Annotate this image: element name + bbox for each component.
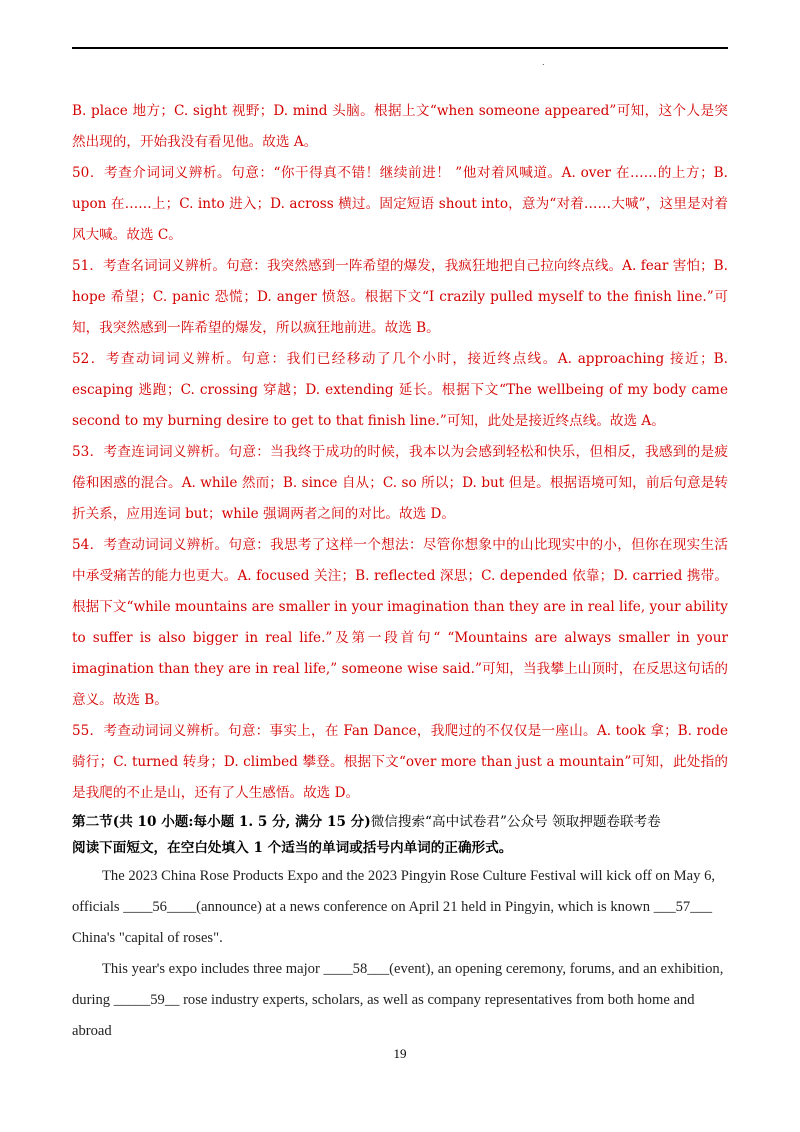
header-rule (72, 47, 728, 49)
passage-paragraph (72, 861, 728, 954)
passage-paragraph (72, 954, 728, 1047)
answer-52: 52．考查动词词义辨析。句意：我们已经移动了几个小时，接近终点线。A. approaching 接近；B. escaping 逃跑；C. crossing 穿越；D. extending 延长。根据下文“The wellbeing of my body came second to my burning desire to get to that finish line.”可知，此处是接近终点线。故选 A。 (72, 351, 728, 429)
section-instruction: 阅读下面短文，在空白处填入 1 个适当的单词或括号内单词的正确形式。 (72, 840, 513, 856)
answer-53: 53．考查连词词义辨析。句意：当我终于成功的时候，我本以为会感到轻松和快乐，但相反，我感到的是疲倦和困惑的混合。A. while 然而；B. since 自从；C. so 所以；D. but 但是。根据语境可知，前后句意是转折关系，应用连词 but；while 强调两者之间的对比。故选 D。 (72, 444, 728, 522)
passage-paragraph-text: The 2023 China Rose Products Expo and the 2023 Pingyin Rose Culture Festival will kick off on May 6, officials ____56____(announce) at a news conference on April 21 held in Pingyin, which is known ___57___ China's "capital of roses". (72, 868, 716, 946)
header-dot: . (542, 58, 545, 67)
section-title: 第二节(共 10 小题:每小题 1. 5 分, 满分 15 分) (72, 814, 371, 830)
answer-explanations (72, 96, 728, 809)
answer-51: 51．考查名词词义辨析。句意：我突然感到一阵希望的爆发，我疯狂地把自己拉向终点线。A. fear 害怕；B. hope 希望；C. panic 恐慌；D. anger 愤怒。根据下文“I crazily pulled myself to the finish line.”可知，我突然感到一阵希望的爆发，所以疯狂地前进。故选 B。 (72, 258, 728, 336)
section-promo: 微信搜索“高中试卷君”公众号 领取押题卷联考卷 (370, 814, 661, 830)
answer-50: 50．考查介词词义辨析。句意：“你干得真不错！继续前进！ ”他对着风喊道。A. over 在……的上方；B. upon 在……上；C. into 进入；D. across 横过。固定短语 shout into，意为“对着……大喊”，这里是对着风大喊。故选 C。 (72, 165, 728, 243)
passage-paragraph-text: This year's expo includes three major ____58___(event), an opening ceremony, forums, and an exhibition, during _____59__ rose industry experts, scholars, as well as company representatives from both home and abroad (72, 961, 724, 1039)
answer-54: 54．考查动词词义辨析。句意：我思考了这样一个想法：尽管你想象中的山比现实中的小，但你在现实生活中承受痛苦的能力也更大。A. focused 关注；B. reflected 深思；C. depended 依靠；D. carried 携带。根据下文“while mountains are smaller in your imagination than they are in real life, your ability to suffer is also bigger in real life.”及第一段首句“ “Mountains are always smaller in your imagination than they are in real life,” someone wise said.”可知，当我攀上山顶时，在反思这句话的意义。故选 B。 (72, 537, 728, 708)
section-heading (72, 809, 728, 835)
page-number: 19 (393, 1046, 407, 1061)
page-content (72, 96, 728, 1047)
answer-49-continued: B. place 地方；C. sight 视野；D. mind 头脑。根据上文“when someone appeared”可知，这个人是突然出现的，开始我没有看见他。故选 A。 (72, 103, 728, 150)
answer-55: 55．考查动词词义辨析。句意：事实上，在 Fan Dance，我爬过的不仅仅是一座山。A. took 拿；B. rode 骑行；C. turned 转身；D. climbed 攀登。根据下文“over more than just a mountain”可知，此处指的是我爬的不止是山，还有了人生感悟。故选 D。 (72, 723, 728, 801)
